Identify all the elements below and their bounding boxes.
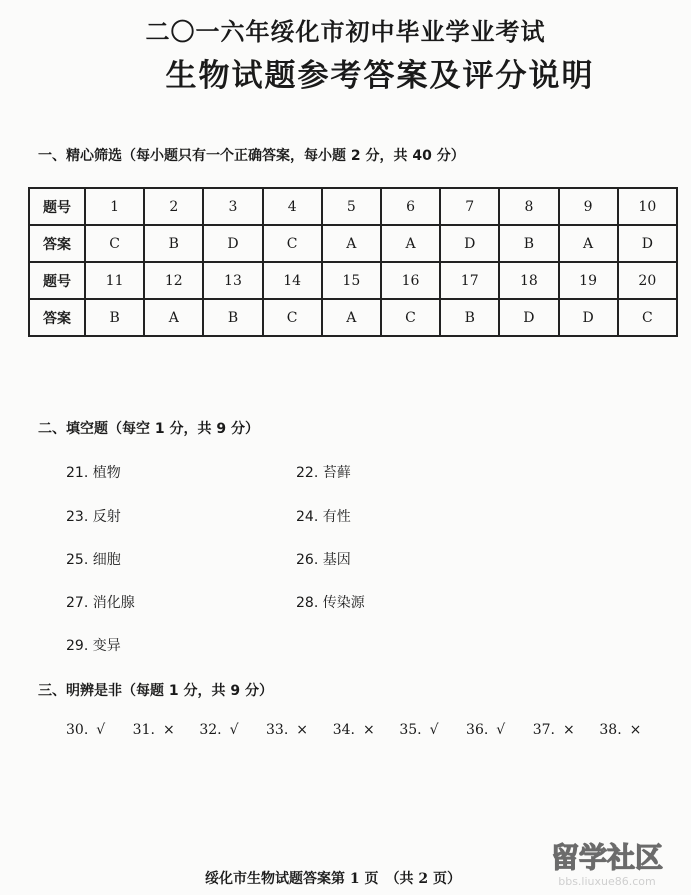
table-cell: 5	[322, 188, 381, 225]
table-cell: 17	[440, 262, 499, 299]
table-cell: 6	[381, 188, 440, 225]
document-subtitle: 生物试题参考答案及评分说明	[165, 58, 595, 94]
table-cell: 1	[85, 188, 144, 225]
table-cell: D	[559, 299, 618, 336]
table-cell: 8	[499, 188, 558, 225]
judge-number: 33.	[266, 722, 289, 738]
judge-number: 31.	[132, 722, 155, 738]
check-mark-icon: √	[229, 722, 239, 738]
table-cell: B	[440, 299, 499, 336]
table-cell: D	[499, 299, 558, 336]
table-cell: 2	[144, 188, 203, 225]
table-row-answers-2	[29, 299, 677, 336]
table-cell: C	[381, 299, 440, 336]
table-cell: A	[144, 299, 203, 336]
judge-item	[199, 722, 266, 738]
row-label-number: 题号	[29, 262, 85, 299]
check-mark-icon: √	[96, 722, 106, 738]
table-cell: 7	[440, 188, 499, 225]
table-cell: 19	[559, 262, 618, 299]
check-mark-icon: √	[429, 722, 439, 738]
row-label-answer: 答案	[29, 225, 85, 262]
table-cell: 15	[322, 262, 381, 299]
fill-answer-26: 26. 基因	[296, 552, 351, 568]
cross-mark-icon: ×	[162, 722, 175, 738]
judge-item	[599, 722, 666, 738]
table-cell: C	[85, 225, 144, 262]
table-cell: A	[322, 225, 381, 262]
section2-heading: 二、填空题（每空 1 分，共 9 分）	[38, 421, 259, 437]
watermark-url: bbs.liuxue86.com	[558, 875, 656, 888]
judge-item	[133, 722, 200, 738]
true-false-answers	[66, 722, 666, 738]
table-row-numbers-2	[29, 262, 677, 299]
check-mark-icon: √	[496, 722, 506, 738]
judge-item	[466, 722, 533, 738]
table-cell: D	[440, 225, 499, 262]
table-cell: C	[263, 225, 322, 262]
table-cell: A	[381, 225, 440, 262]
table-cell: B	[85, 299, 144, 336]
table-row-answers-1	[29, 225, 677, 262]
fill-answer-25: 25. 细胞	[66, 552, 121, 568]
fill-answer-22: 22. 苔藓	[296, 465, 351, 481]
judge-number: 37.	[532, 722, 555, 738]
row-label-number: 题号	[29, 188, 85, 225]
table-row-numbers-1	[29, 188, 677, 225]
table-cell: B	[203, 299, 262, 336]
table-cell: 4	[263, 188, 322, 225]
judge-number: 35.	[399, 722, 422, 738]
table-cell: 18	[499, 262, 558, 299]
table-cell: C	[263, 299, 322, 336]
table-cell: 3	[203, 188, 262, 225]
cross-mark-icon: ×	[296, 722, 309, 738]
judge-number: 34.	[332, 722, 355, 738]
table-cell: B	[499, 225, 558, 262]
watermark-text: 留学社区	[550, 841, 664, 874]
page-footer: 绥化市生物试题答案第 1 页 （共 2 页）	[205, 871, 461, 887]
table-cell: 14	[263, 262, 322, 299]
cross-mark-icon: ×	[562, 722, 575, 738]
site-watermark-logo	[527, 835, 687, 891]
judge-number: 32.	[199, 722, 222, 738]
judge-item	[533, 722, 600, 738]
judge-item	[399, 722, 466, 738]
cross-mark-icon: ×	[362, 722, 375, 738]
table-cell: D	[203, 225, 262, 262]
table-cell: 10	[618, 188, 677, 225]
table-cell: 20	[618, 262, 677, 299]
fill-answer-27: 27. 消化腺	[66, 595, 135, 611]
judge-item	[66, 722, 133, 738]
table-cell: 12	[144, 262, 203, 299]
section3-heading: 三、明辨是非（每题 1 分，共 9 分）	[38, 683, 273, 699]
table-cell: 13	[203, 262, 262, 299]
judge-item	[333, 722, 400, 738]
fill-answer-29: 29. 变异	[66, 638, 121, 654]
answer-table	[28, 187, 678, 337]
judge-number: 38.	[599, 722, 622, 738]
table-cell: C	[618, 299, 677, 336]
judge-item	[266, 722, 333, 738]
judge-number: 36.	[466, 722, 489, 738]
fill-answer-23: 23. 反射	[66, 509, 121, 525]
table-cell: 11	[85, 262, 144, 299]
fill-answer-24: 24. 有性	[296, 509, 351, 525]
table-cell: B	[144, 225, 203, 262]
cross-mark-icon: ×	[629, 722, 642, 738]
exam-title: 二〇一六年绥化市初中毕业学业考试	[145, 17, 546, 46]
table-cell: A	[322, 299, 381, 336]
fill-answer-28: 28. 传染源	[296, 595, 365, 611]
row-label-answer: 答案	[29, 299, 85, 336]
table-cell: 16	[381, 262, 440, 299]
table-cell: 9	[559, 188, 618, 225]
section1-heading: 一、精心筛选（每小题只有一个正确答案，每小题 2 分，共 40 分）	[38, 148, 465, 164]
fill-answer-21: 21. 植物	[66, 465, 121, 481]
table-cell: A	[559, 225, 618, 262]
table-cell: D	[618, 225, 677, 262]
judge-number: 30.	[66, 722, 89, 738]
